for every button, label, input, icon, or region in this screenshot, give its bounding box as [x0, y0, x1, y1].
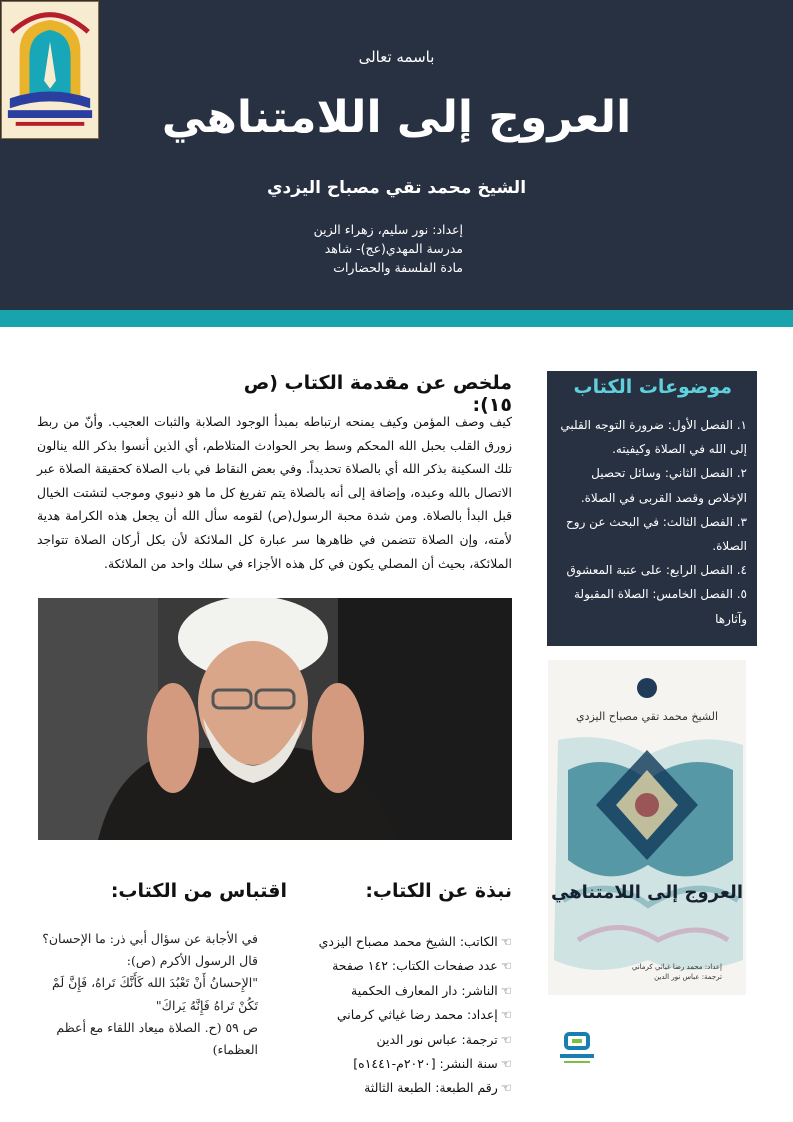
toc-item: ٤. الفصل الرابع: على عتبة المعشوق	[566, 563, 747, 578]
book-cover	[548, 660, 746, 995]
credits	[203, 220, 463, 277]
accent-bar	[0, 310, 793, 327]
pointing-hand-icon: ☜	[500, 958, 512, 974]
basmala: باسمه تعالى	[358, 48, 435, 66]
header-banner	[0, 0, 793, 310]
pointing-hand-icon: ☜	[500, 1031, 512, 1047]
author-name: الشيخ محمد تقي مصباح اليزدي	[266, 178, 527, 198]
author-photo	[38, 598, 512, 840]
pointing-hand-icon: ☜	[500, 1080, 512, 1096]
toc-item: ٢. الفصل الثاني: وسائل تحصيل الإخلاص وقصد القربى في الصلاة.	[580, 466, 747, 505]
quote-paragraph: "الإِحسانُ أَنْ تَعْبُدَ الله كَأَنَّكَ تَراهُ، فَإِنَّ لَمْ تَكُنْ تَراهُ فَإِنَّهُ يَراكَ"	[52, 975, 258, 1013]
quote-paragraph: قال الرسول الأكرم (ص):	[126, 953, 258, 969]
about-title: نبذة عن الكتاب:	[365, 880, 512, 902]
pointing-hand-icon: ☜	[500, 1007, 512, 1023]
about-item: ☜إعداد: محمد رضا غياثي كرماني	[336, 1007, 512, 1023]
summary-text: كيف وصف المؤمن وكيف يمنحه ارتباطه بمبدأ الوجود الصلابة والثبات العجيب. وأنّ من ربط زورق القلب بحبل الله المحكم وسط بحر الحوادث المتلاطم، أي الذين أنسوا بذكر الله ينالون تلك السكينة بذكر الله أي بالصلاة تحديداً. وفي بعض النقاط في باب الصلاة كحقيقة الصلاة عبر الاتصال بالله وعبده، وإضافة إلى أنه بالصلاة يتم تفريغ كل ما هو دنيوي وموجب لتشتت الخيال قبل البدأ بالصلاة. ومن شدة محبة الرسول(ص) لقومه سأل الله أن يجعل هذه الكرامة هدية لأمته، وإن الصلاة تتضمن في ظاهرها سر عبارة كل الملائكة لأن بكل أركان الصلاة تتواجد الملائكة، بحيث أن المصلي يكون في كل هذه الأجزاء في سلك واحد من الملائكة.	[37, 414, 512, 571]
about-list	[282, 930, 512, 1101]
toc-list	[557, 413, 747, 631]
about-item: ☜رقم الطبعة: الطبعة الثالثة	[364, 1080, 512, 1096]
quote-paragraph: ص ٥٩ (ح. الصلاة ميعاد اللقاء مع أعظم العظماء)	[56, 1019, 258, 1058]
about-item: ☜سنة النشر: [٢٠٢٠م-١٤٤١ه]	[353, 1056, 512, 1072]
cover-credit-line: ترجمة: عباس نور الدين	[654, 973, 722, 981]
cover-credit	[572, 962, 722, 982]
pointing-hand-icon: ☜	[500, 982, 512, 998]
quote-title: اقتباس من الكتاب:	[110, 880, 287, 902]
toc-item: ٣. الفصل الثالث: في البحث عن روح الصلاة.	[566, 514, 747, 554]
toc-title: موضوعات الكتاب	[573, 376, 732, 398]
about-item: ☜ترجمة: عباس نور الدين	[376, 1031, 512, 1047]
credit-line: مادة الفلسفة والحضارات	[333, 260, 463, 275]
publisher-logo	[558, 1030, 596, 1068]
quote-paragraph: في الأجابة عن سؤال أبي ذر: ما الإحسان؟	[42, 931, 258, 946]
publisher-logo-graphic	[558, 1030, 596, 1068]
toc-item: ٥. الفصل الخامس: الصلاة المقبولة وآثارها	[574, 587, 747, 626]
author-photo-graphic	[38, 598, 512, 840]
cover-title: العروج إلى اللامتناهي	[550, 882, 743, 903]
credit-line: إعداد: نور سليم، زهراء الزين	[313, 222, 463, 237]
page-title: العروج إلى اللامتناهي	[161, 92, 632, 143]
toc-item: ١. الفصل الأول: ضرورة التوجه القلبي إلى الله في الصلاة وكيفيته.	[560, 418, 747, 457]
credit-line: مدرسة المهدي(عج)- شاهد	[324, 241, 463, 256]
cover-credit-line: إعداد: محمد رضا غياثي كرماني	[631, 963, 722, 971]
pointing-hand-icon: ☜	[500, 934, 512, 949]
cover-author: الشيخ محمد تقي مصباح اليزدي	[575, 710, 719, 723]
about-item: ☜عدد صفحات الكتاب: ١٤٢ صفحة	[332, 958, 512, 974]
pointing-hand-icon: ☜	[500, 1056, 512, 1072]
about-item: ☜الناشر: دار المعارف الحكمية	[351, 982, 512, 998]
toc-panel	[547, 371, 757, 646]
about-item: ☜الكاتب: الشيخ محمد مصباح اليزدي	[318, 934, 512, 949]
summary-title: ملخص عن مقدمة الكتاب (ص ١٥):	[243, 372, 512, 416]
quote-text	[36, 928, 258, 1061]
